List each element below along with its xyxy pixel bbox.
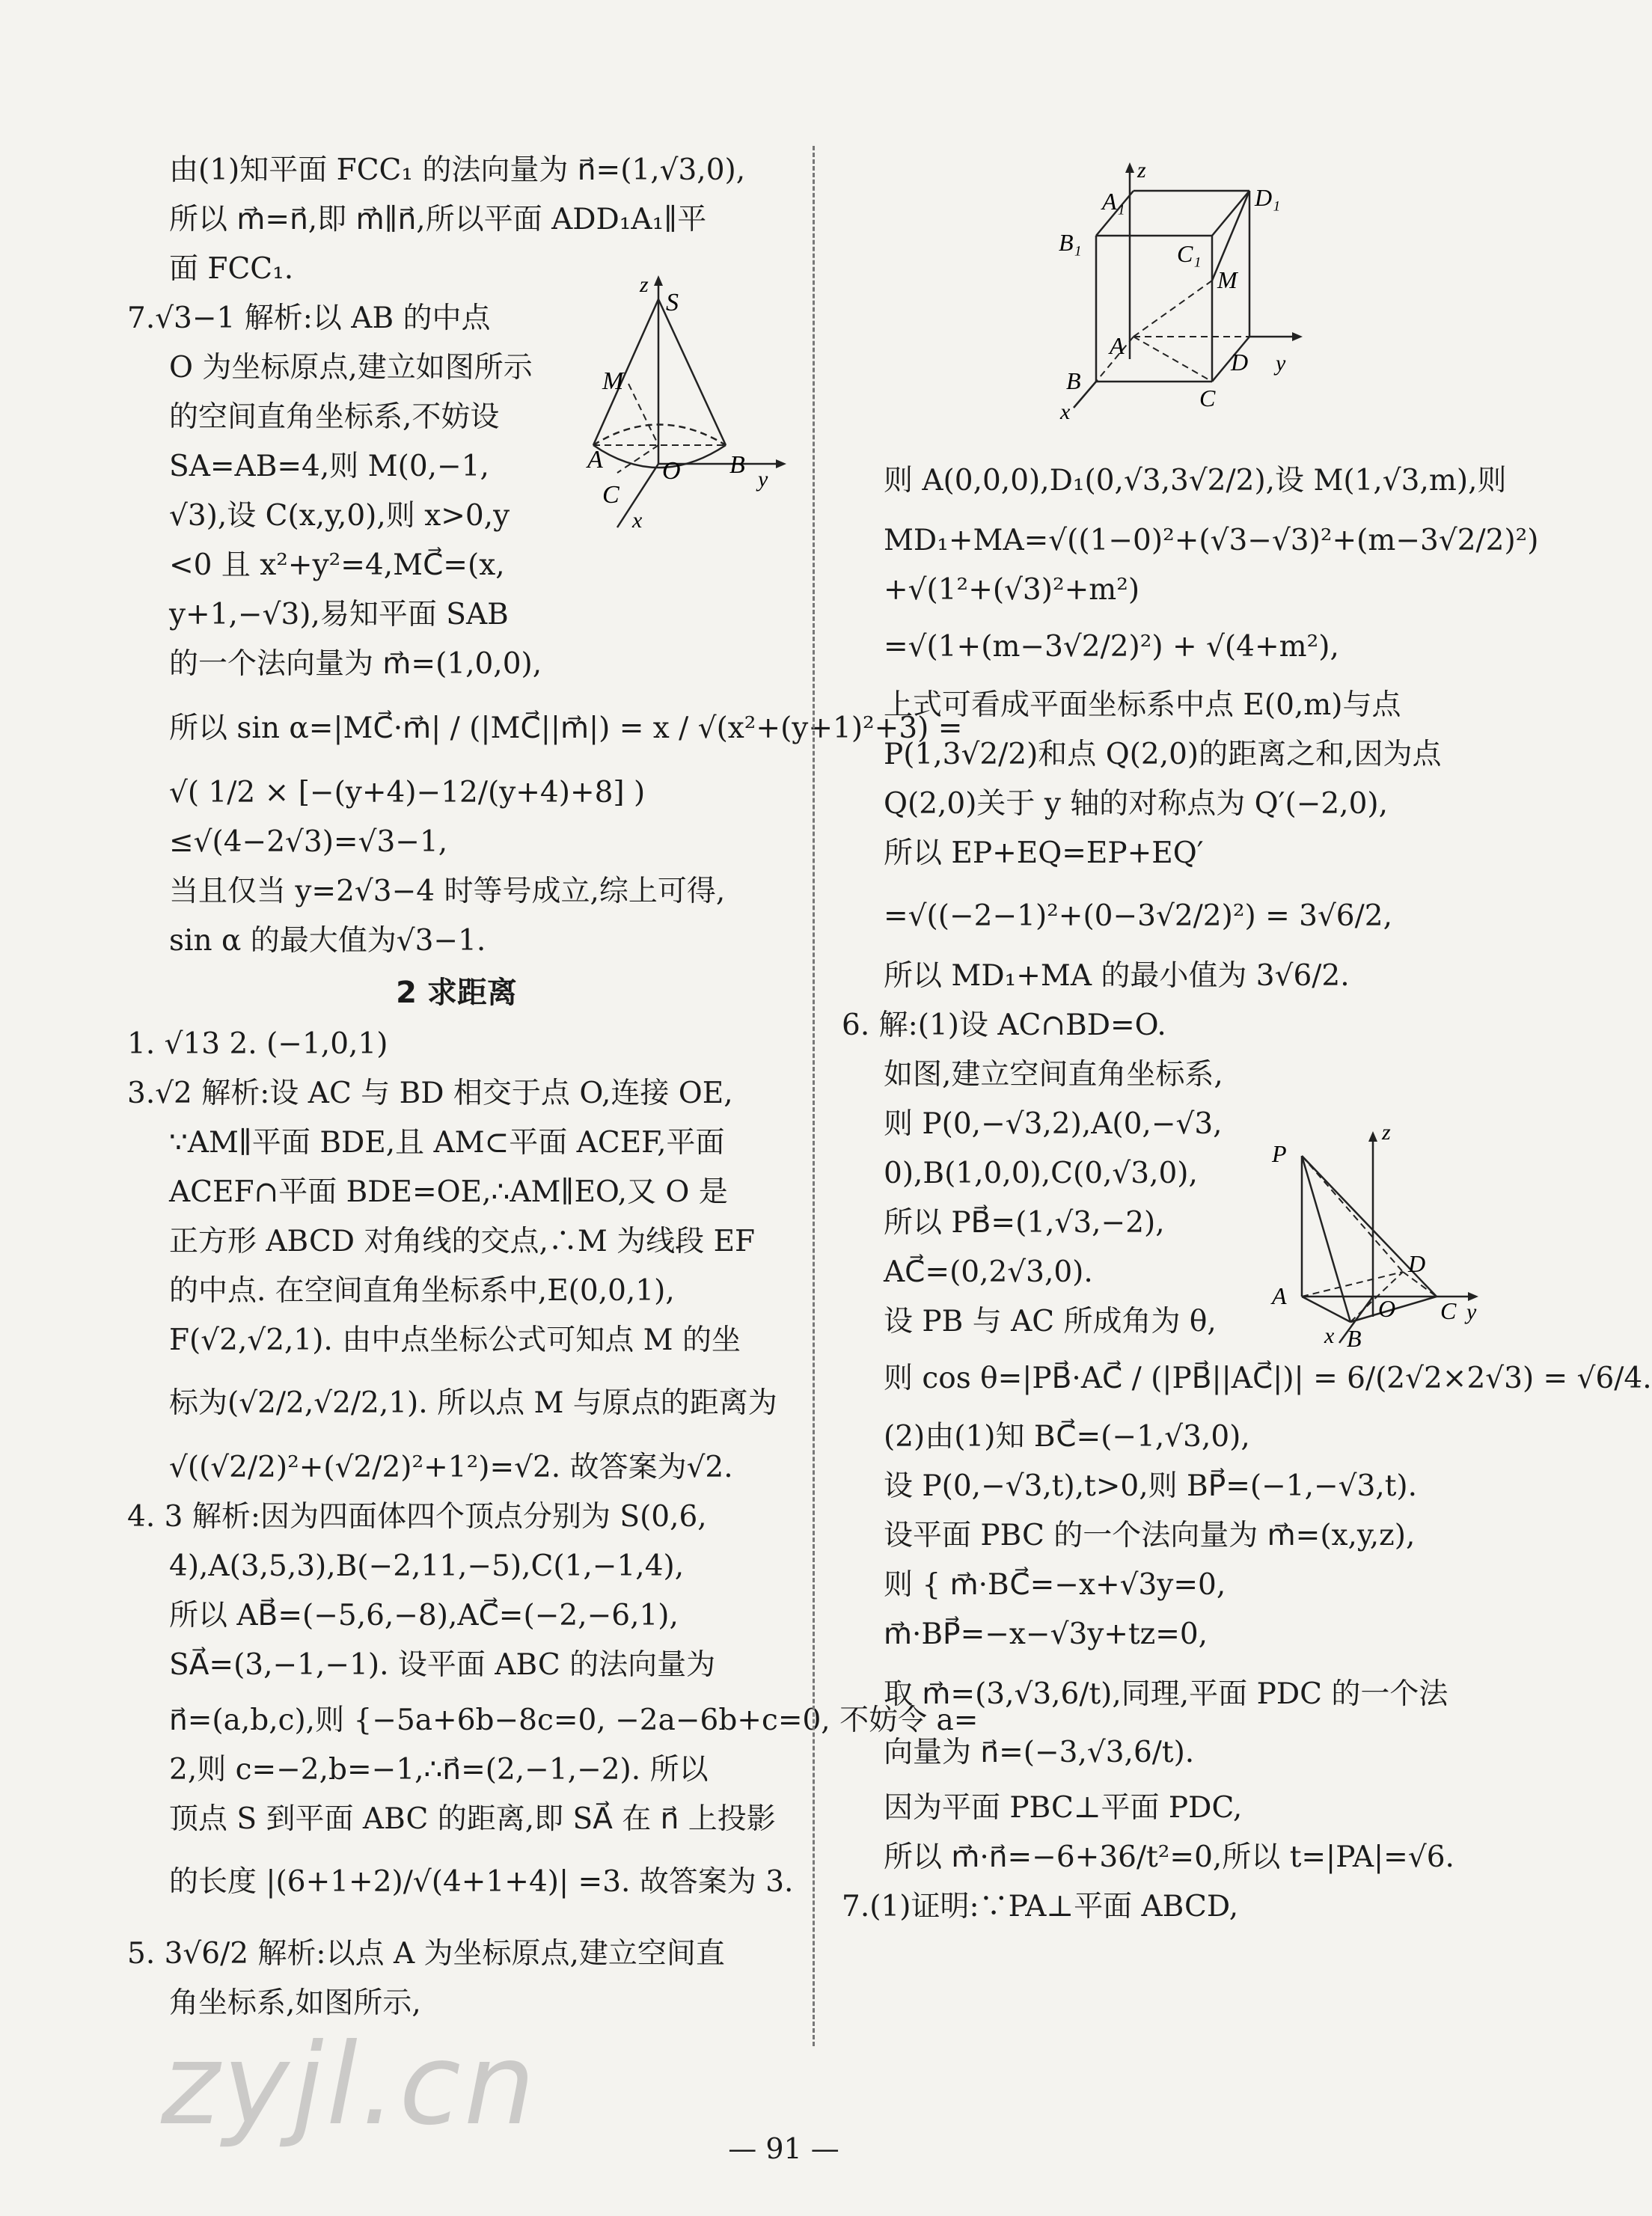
pyramid-label-x: x: [1324, 1323, 1335, 1348]
text-line: 则 A(0,0,0),D₁(0,√3,3√2/2),设 M(1,√3,m),则: [884, 464, 1507, 498]
cube-label-b: B: [1066, 367, 1081, 394]
text-line: n⃗=(a,b,c),则 {−5a+6b−8c=0, −2a−6b+c=0, 不妨令 a=: [169, 1704, 979, 1737]
pyramid-label-y: y: [1466, 1300, 1477, 1324]
text-line: <0 且 x²+y²=4,MC⃗=(x,: [169, 548, 505, 582]
cube-label-z: z: [1137, 158, 1146, 183]
spacer: [842, 1719, 1493, 1728]
text-line: 设 PB 与 AC 所成角为 θ,: [884, 1305, 1217, 1338]
spacer: [842, 1778, 1493, 1784]
cube-label-c1: C₁: [1177, 240, 1202, 267]
cone-label-m: M: [602, 367, 624, 395]
cube-label-y: y: [1276, 351, 1286, 376]
text-line: 的长度 |(6+1+2)/√(4+1+4)| =3. 故答案为 3.: [169, 1865, 794, 1899]
spacer: [842, 506, 1493, 516]
spacer: [127, 1690, 786, 1696]
text-line: 所以 AB⃗=(−5,6,−8),AC⃗=(−2,−6,1),: [169, 1599, 679, 1632]
text-line: 所以 m⃗=n⃗,即 m⃗∥n⃗,所以平面 ADD₁A₁∥平: [169, 203, 707, 236]
spacer: [842, 615, 1493, 622]
text-line: 5. 3√6/2 解析:以点 A 为坐标原点,建立空间直: [127, 1937, 725, 1971]
spacer: [842, 878, 1493, 892]
text-line: 2,则 c=−2,b=−1,∴n⃗=(2,−1,−2). 所以: [169, 1753, 709, 1787]
text-line: 设 P(0,−√3,t),t>0,则 BP⃗=(−1,−√3,t).: [884, 1469, 1418, 1503]
text-line: 顶点 S 到平面 ABC 的距离,即 SA⃗ 在 n⃗ 上投影: [169, 1802, 776, 1836]
spacer: [127, 753, 786, 768]
spacer: [127, 1907, 786, 1929]
text-line: 4. 3 解析:因为四面体四个顶点分别为 S(0,6,: [127, 1500, 707, 1534]
cone-label-b: B: [729, 451, 745, 479]
text-line: 因为平面 PBC⊥平面 PDC,: [884, 1791, 1243, 1825]
text-line: 则 { m⃗·BC⃗=−x+√3y=0,: [884, 1568, 1226, 1602]
pyramid-label-o: O: [1378, 1295, 1396, 1322]
cube-label-x: x: [1060, 400, 1071, 424]
text-line: =√((−2−1)²+(0−3√2/2)²) = 3√6/2,: [884, 899, 1392, 933]
text-line: 4),A(3,5,3),B(−2,11,−5),C(1,−1,4),: [169, 1549, 685, 1583]
text-line: 6. 解:(1)设 AC∩BD=O.: [842, 1008, 1166, 1042]
cone-label-s: S: [666, 289, 679, 316]
text-line: 标为(√2/2,√2/2,1). 所以点 M 与原点的距离为: [169, 1386, 777, 1420]
spacer: [842, 941, 1493, 952]
pyramid-figure: [1249, 1118, 1493, 1358]
text-line: 1. √13 2. (−1,0,1): [127, 1027, 388, 1061]
pyramid-label-c: C: [1440, 1297, 1457, 1324]
text-line: 的中点. 在空间直角坐标系中,E(0,0,1),: [169, 1274, 675, 1308]
text-line: y+1,−√3),易知平面 SAB: [169, 598, 509, 631]
text-line: 的一个法向量为 m⃗=(1,0,0),: [169, 647, 542, 681]
cube-label-m: M: [1217, 266, 1238, 293]
watermark-logo: zyjl.cn: [161, 2020, 539, 2150]
cone-label-y: y: [758, 467, 768, 492]
text-line: √3),设 C(x,y,0),则 x>0,y: [169, 499, 510, 533]
text-line: =√(1+(m−3√2/2)²) + √(4+m²),: [884, 630, 1339, 664]
spacer: [127, 1365, 786, 1379]
text-line: ACEF∩平面 BDE=OE,∴AM∥EO,又 O 是: [169, 1175, 728, 1209]
cone-label-z: z: [640, 272, 649, 297]
text-line: 所以 MD₁+MA 的最小值为 3√6/2.: [884, 959, 1350, 993]
spacer: [127, 1428, 786, 1443]
cube-label-d1: D₁: [1255, 184, 1281, 211]
pyramid-label-p: P: [1272, 1140, 1287, 1167]
cube-label-d: D: [1231, 349, 1249, 376]
cube-label-a: A: [1110, 332, 1125, 359]
text-line: F(√2,√2,1). 由中点坐标公式可知点 M 的坐: [169, 1323, 741, 1357]
text-line: 则 P(0,−√3,2),A(0,−√3,: [884, 1107, 1223, 1141]
text-line: ∵AM∥平面 BDE,且 AM⊂平面 ACEF,平面: [169, 1126, 725, 1160]
text-line: SA⃗=(3,−1,−1). 设平面 ABC 的法向量为: [169, 1648, 716, 1682]
text-line: O 为坐标原点,建立如图所示: [169, 351, 533, 385]
text-line: 设平面 PBC 的一个法向量为 m⃗=(x,y,z),: [884, 1519, 1416, 1552]
spacer: [842, 672, 1493, 681]
pyramid-label-d: D: [1408, 1250, 1426, 1277]
text-line: 7.(1)证明:∵PA⊥平面 ABCD,: [842, 1890, 1239, 1923]
text-line: 向量为 n⃗=(−3,√3,6/t).: [884, 1736, 1195, 1769]
text-line: AC⃗=(0,2√3,0).: [884, 1255, 1093, 1289]
text-line: m⃗·BP⃗=−x−√3y+tz=0,: [884, 1617, 1208, 1651]
text-line: 正方形 ABCD 对角线的交点,∴M 为线段 EF: [169, 1225, 756, 1258]
cube-figure: [1059, 153, 1313, 423]
text-line: MD₁+MA=√((1−0)²+(√3−√3)²+(m−3√2/2)²): [884, 524, 1539, 557]
text-line: 如图,建立空间直角坐标系,: [884, 1058, 1223, 1092]
pyramid-label-a: A: [1272, 1282, 1287, 1309]
cube-label-b1: B₁: [1059, 229, 1082, 256]
pyramid-label-z: z: [1382, 1120, 1391, 1145]
spacer: [127, 1844, 786, 1858]
column-divider: [813, 146, 815, 2046]
text-line: 则 cos θ=|PB⃗·AC⃗ / (|PB⃗||AC⃗|)| = 6/(2√2×2√3) = √6/4.: [884, 1362, 1652, 1395]
spacer: [127, 689, 786, 704]
text-line: √( 1/2 × [−(y+4)−12/(y+4)+8] ): [169, 776, 646, 809]
pyramid-label-b: B: [1347, 1325, 1362, 1352]
section-heading: 2 求距离: [396, 976, 517, 1010]
text-line: 所以 m⃗·n⃗=−6+36/t²=0,所以 t=|PA|=√6.: [884, 1840, 1454, 1874]
text-line: 3.√2 解析:设 AC 与 BD 相交于点 O,连接 OE,: [127, 1077, 733, 1110]
text-line: 所以 PB⃗=(1,√3,−2),: [884, 1206, 1165, 1240]
text-line: sin α 的最大值为√3−1.: [169, 924, 486, 958]
cone-label-c: C: [602, 481, 620, 509]
text-line: 所以 sin α=|MC⃗·m⃗| / (|MC⃗||m⃗|) = x / √(x²+(y+1)²+3) =: [169, 711, 963, 745]
text-line: 取 m⃗=(3,√3,6/t),同理,平面 PDC 的一个法: [884, 1677, 1448, 1711]
text-line: ≤√(4−2√3)=√3−1,: [169, 825, 448, 859]
text-line: 面 FCC₁.: [169, 252, 294, 286]
spacer: [842, 1659, 1493, 1670]
cone-label-a: A: [587, 446, 603, 474]
cone-figure: [587, 269, 789, 535]
text-line: Q(2,0)关于 y 轴的对称点为 Q′(−2,0),: [884, 787, 1389, 821]
text-line: SA=AB=4,则 M(0,−1,: [169, 450, 489, 483]
text-line: P(1,3√2/2)和点 Q(2,0)的距离之和,因为点: [884, 738, 1442, 771]
text-line: 的空间直角坐标系,不妨设: [169, 400, 500, 434]
cube-label-a1: A₁: [1102, 188, 1125, 215]
text-line: 角坐标系,如图所示,: [169, 1986, 421, 2020]
cone-label-o: O: [662, 457, 681, 485]
page-number: — 91 —: [728, 2132, 839, 2165]
text-line: 所以 EP+EQ=EP+EQ′: [884, 836, 1204, 870]
cone-label-x: x: [632, 508, 643, 533]
text-line: √((√2/2)²+(√2/2)²+1²)=√2. 故答案为√2.: [169, 1451, 733, 1484]
text-line: 当且仅当 y=2√3−4 时等号成立,综上可得,: [169, 875, 726, 908]
spacer: [842, 1404, 1493, 1412]
text-line: 7.√3−1 解析:以 AB 的中点: [127, 302, 491, 335]
text-line: 0),B(1,0,0),C(0,√3,0),: [884, 1157, 1198, 1190]
text-line: 上式可看成平面坐标系中点 E(0,m)与点: [884, 688, 1401, 722]
text-line: +√(1²+(√3)²+m²): [884, 573, 1140, 607]
text-line: (2)由(1)知 BC⃗=(−1,√3,0),: [884, 1420, 1250, 1454]
cube-label-c: C: [1199, 385, 1216, 411]
text-line: 由(1)知平面 FCC₁ 的法向量为 n⃗=(1,√3,0),: [169, 153, 746, 187]
